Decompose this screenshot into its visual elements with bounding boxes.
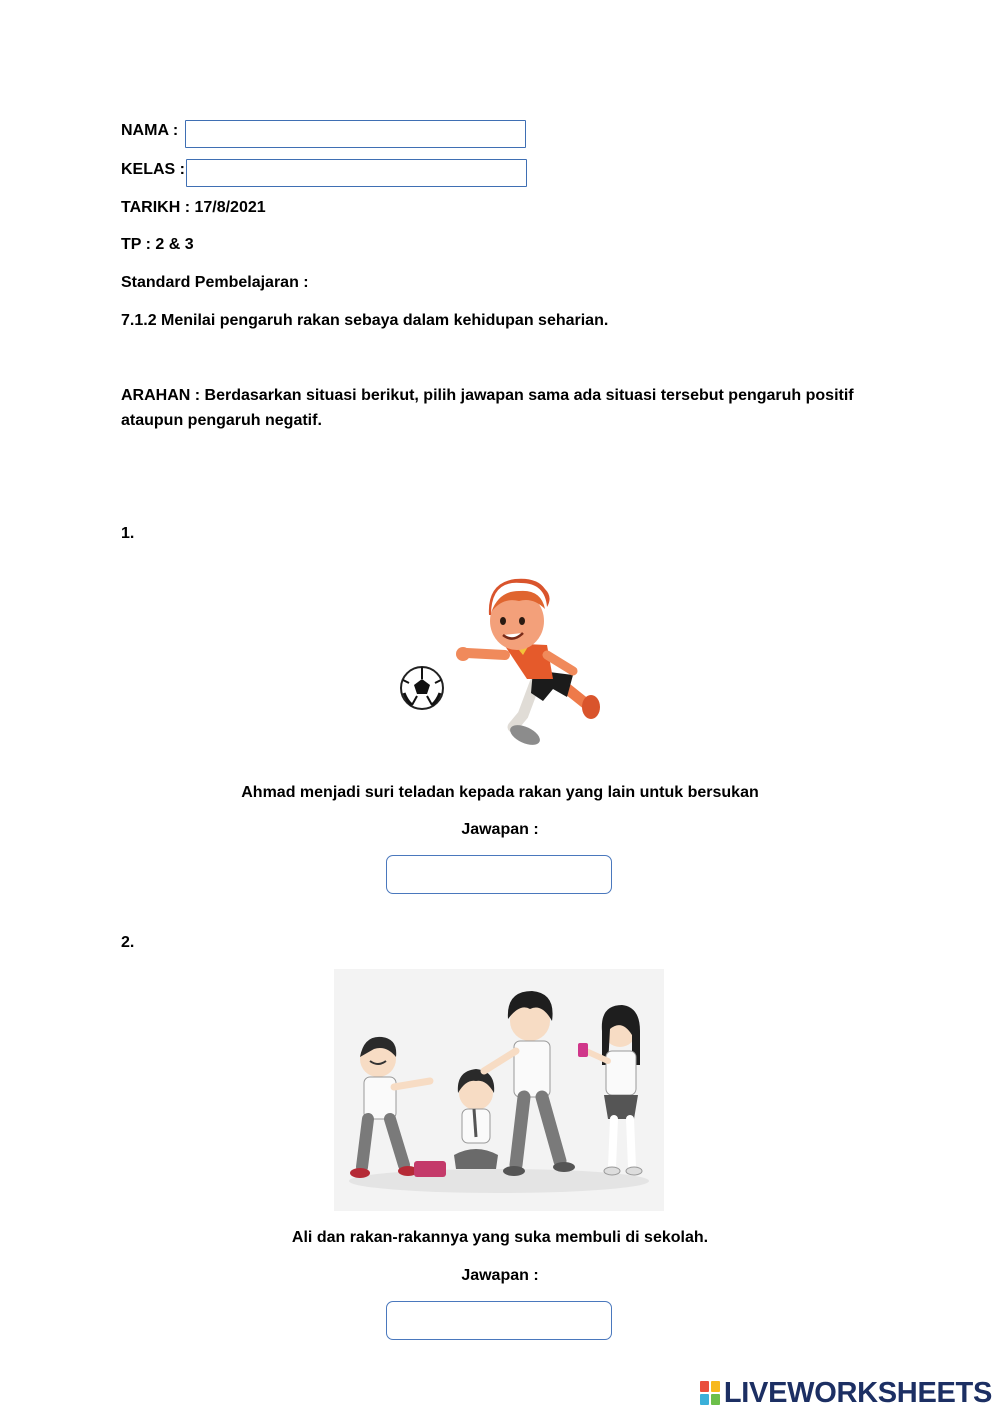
standard-text: 7.1.2 Menilai pengaruh rakan sebaya dalam kehidupan seharian.	[121, 312, 609, 329]
soccer-ball-icon	[401, 667, 443, 709]
question-1-answer-input[interactable]	[386, 855, 612, 894]
standard-label: Standard Pembelajaran :	[121, 274, 309, 291]
logo-grid-icon	[700, 1381, 720, 1405]
kelas-label: KELAS :	[121, 161, 185, 178]
tarikh-text: TARIKH : 17/8/2021	[121, 199, 266, 216]
question-1-image	[395, 575, 605, 750]
instruction-line-2: ataupun pengaruh negatif.	[121, 412, 322, 429]
question-1-caption: Ahmad menjadi suri teladan kepada rakan yang lain untuk bersukan	[241, 784, 759, 801]
bullying-students-illustration	[334, 969, 664, 1211]
question-2-number: 2.	[121, 934, 135, 951]
logo-text: LIVEWORKSHEETS	[723, 1376, 992, 1409]
nama-input[interactable]	[185, 120, 526, 148]
question-2-answer-input[interactable]	[386, 1301, 612, 1340]
question-2-image	[334, 969, 664, 1211]
liveworksheets-logo	[700, 1378, 992, 1408]
instruction-line-1: ARAHAN : Berdasarkan situasi berikut, pilih jawapan sama ada situasi tersebut pengaruh positif	[121, 387, 854, 404]
nama-label: NAMA :	[121, 122, 179, 139]
question-2-caption: Ali dan rakan-rakannya yang suka membuli di sekolah.	[291, 1229, 709, 1246]
kelas-input[interactable]	[186, 159, 527, 187]
tp-text: TP : 2 & 3	[121, 236, 194, 253]
question-1-number: 1.	[121, 525, 135, 542]
boy-figure	[456, 579, 600, 749]
question-2-answer-label: Jawapan :	[461, 1267, 539, 1284]
question-1-answer-label: Jawapan :	[461, 821, 539, 838]
boy-kicking-ball-illustration	[395, 575, 605, 750]
